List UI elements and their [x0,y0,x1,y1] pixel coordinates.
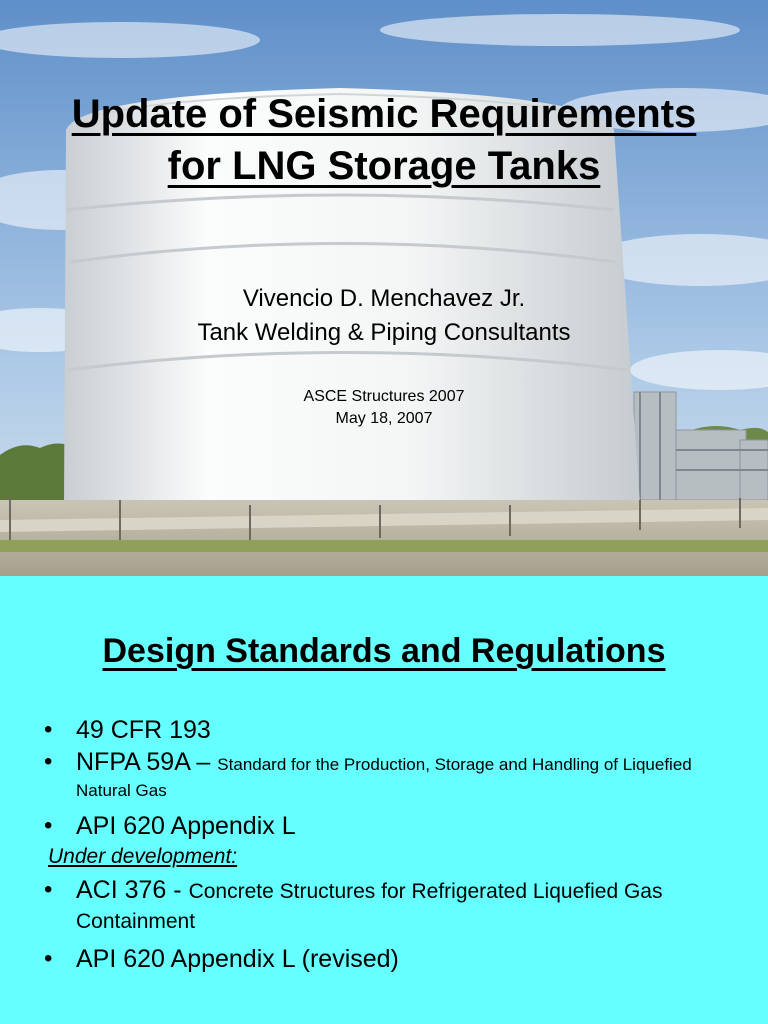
author-name: Vivencio D. Menchavez Jr. [242,285,526,312]
item-main-text: API 620 Appendix L (revised) [76,945,399,973]
list-item [44,810,744,842]
list-item [44,874,744,937]
list-item [44,714,744,746]
item-description: Standard for the Production, Storage and Handling of Liquefied Natural Gas [76,755,692,800]
event-block [0,386,768,430]
title-line-2: for LNG Storage Tanks [167,144,601,188]
event-name: ASCE Structures 2007 [303,388,465,405]
list-item [44,943,744,975]
author-block [0,282,768,350]
bullet-icon: • [44,748,53,775]
bullet-icon: • [44,945,53,972]
bullet-icon: • [44,716,53,743]
author-affiliation: Tank Welding & Piping Consultants [197,319,571,346]
bullet-icon: • [44,876,53,903]
item-main-text: ACI 376 - [76,876,189,904]
item-main-text: NFPA 59A – [76,748,218,776]
presentation-title [0,88,768,192]
bullet-icon: • [44,812,53,839]
standards-list [44,714,744,975]
list-item [44,746,744,804]
title-line-1: Update of Seismic Requirements [71,92,697,136]
item-main-text: 49 CFR 193 [76,716,211,744]
item-main-text: API 620 Appendix L [76,812,296,840]
item-description: Concrete Structures for Refrigerated Liquefied Gas Containment [76,880,663,933]
event-date: May 18, 2007 [335,410,433,427]
slide-title: Design Standards and Regulations [102,632,666,670]
under-development-note: Under development: [48,845,238,868]
